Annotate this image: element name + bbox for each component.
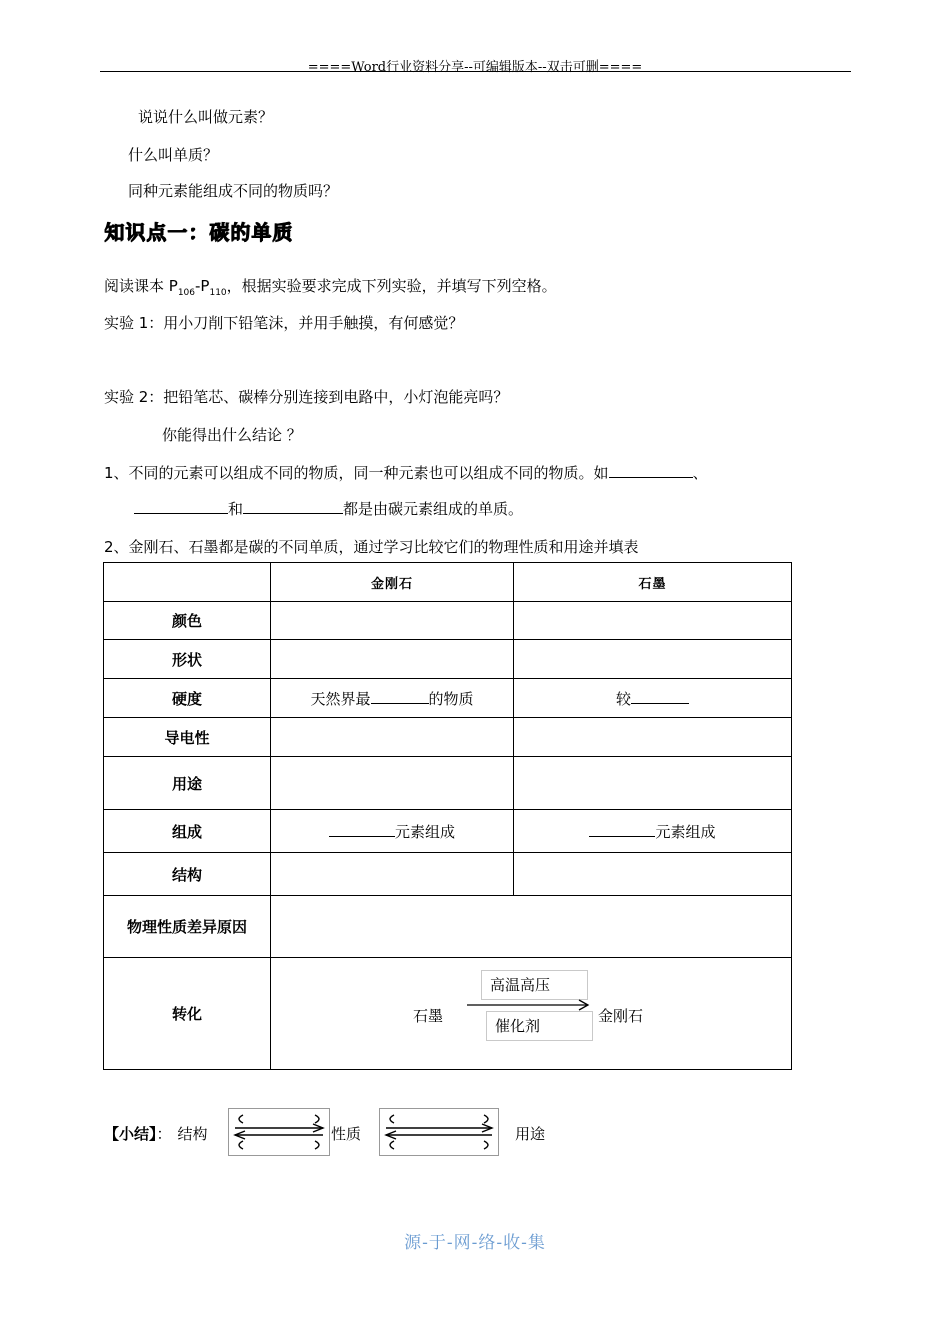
question-element: 说说什么叫做元素？	[138, 108, 274, 126]
reading-instruction	[104, 275, 557, 298]
summary-structure: 结构	[177, 1125, 208, 1143]
row-header-hardness: 硬度	[104, 679, 271, 718]
conversion-from: 石墨	[413, 1007, 444, 1025]
cell-graphite-color[interactable]	[514, 602, 792, 640]
conclusion-question: 你能得出什么结论 ？	[162, 426, 302, 444]
row-header-use: 用途	[104, 757, 271, 810]
summary-property: 性质	[331, 1125, 362, 1143]
blank-1[interactable]	[609, 463, 693, 478]
cell-diamond-shape[interactable]	[271, 640, 514, 679]
experiment-2: 实验 2：把铅笔芯、碳棒分别连接到电路中，小灯泡能亮吗？	[104, 388, 509, 406]
question-same-element: 同种元素能组成不同的物质吗？	[128, 182, 339, 200]
experiment-1: 实验 1：用小刀削下铅笔沫，并用手触摸，有何感觉？	[104, 314, 464, 332]
item-2: 2、金刚石、石墨都是碳的不同单质，通过学习比较它们的物理性质和用途并填表	[104, 538, 639, 556]
composition-diamond-blank[interactable]	[329, 823, 395, 837]
cell-diamond-structure[interactable]	[271, 853, 514, 896]
double-arrow-icon	[380, 1109, 498, 1155]
composition-diamond-suffix: 元素组成	[394, 822, 455, 841]
summary-label-line	[104, 1123, 208, 1144]
row-header-conductivity: 导电性	[104, 718, 271, 757]
section-title: 知识点一：碳的单质	[104, 220, 293, 244]
hardness-diamond-pre: 天然界最	[310, 689, 371, 708]
condition-bottom-box	[486, 1011, 593, 1041]
col-header-diamond: 金刚石	[271, 563, 514, 602]
cell-diamond-color[interactable]	[271, 602, 514, 640]
hardness-diamond-blank[interactable]	[371, 690, 429, 704]
page-start: 106	[177, 288, 196, 298]
cell-graphite-conductivity[interactable]	[514, 718, 792, 757]
cell-graphite-composition[interactable]	[514, 810, 792, 853]
cell-diamond-hardness[interactable]	[271, 679, 514, 718]
comparison-table	[103, 562, 792, 1070]
reading-prefix: 阅读课本 P	[104, 277, 178, 295]
condition-top: 高温高压	[490, 976, 551, 994]
table-row	[104, 640, 792, 679]
table-header-row	[104, 563, 792, 602]
blank-2[interactable]	[134, 499, 228, 514]
table-row	[104, 718, 792, 757]
table-row	[104, 757, 792, 810]
conversion-arrow-icon	[467, 999, 597, 1011]
condition-bottom: 催化剂	[495, 1017, 541, 1035]
composition-graphite-blank[interactable]	[589, 823, 655, 837]
summary-label: 【小结】	[104, 1125, 157, 1143]
reading-dash: -P	[195, 277, 210, 295]
double-arrow-box-2	[379, 1108, 499, 1156]
page-header: ====Word行业资料分享--可编辑版本--双击可删====	[307, 60, 643, 75]
page-footer: 源-于-网-络-收-集	[404, 1233, 546, 1253]
cell-graphite-shape[interactable]	[514, 640, 792, 679]
table-row	[104, 810, 792, 853]
hardness-diamond-post: 的物质	[428, 689, 474, 708]
item-1-text: 1、不同的元素可以组成不同的物质，同一种元素也可以组成不同的物质。如	[104, 464, 609, 482]
cell-diamond-conductivity[interactable]	[271, 718, 514, 757]
page-end: 110	[209, 288, 227, 298]
row-header-composition: 组成	[104, 810, 271, 853]
cell-diamond-composition[interactable]	[271, 810, 514, 853]
summary-use: 用途	[515, 1125, 546, 1143]
blank-3[interactable]	[243, 499, 343, 514]
reading-suffix: ，根据实验要求完成下列实验，并填写下列空格。	[226, 277, 557, 295]
conversion-to: 金刚石	[598, 1007, 644, 1025]
cell-graphite-hardness[interactable]	[514, 679, 792, 718]
table-corner-cell	[104, 563, 271, 602]
hardness-graphite-pre: 较	[615, 689, 631, 708]
double-arrow-box-1	[228, 1108, 330, 1156]
table-row	[104, 958, 792, 1070]
row-header-conversion: 转化	[104, 958, 271, 1070]
composition-graphite-suffix: 元素组成	[655, 822, 716, 841]
row-header-difference: 物理性质差异原因	[104, 896, 271, 958]
table-row	[104, 602, 792, 640]
table-row	[104, 679, 792, 718]
hardness-graphite-blank[interactable]	[631, 690, 689, 704]
row-header-color: 颜色	[104, 602, 271, 640]
cell-difference[interactable]	[271, 896, 792, 958]
table-row	[104, 853, 792, 896]
item-1-line-1	[104, 462, 708, 483]
table-row	[104, 896, 792, 958]
item-1-and: 和	[228, 500, 244, 518]
cell-graphite-use[interactable]	[514, 757, 792, 810]
item-1-line-2	[134, 498, 523, 519]
row-header-structure: 结构	[104, 853, 271, 896]
condition-top-box	[481, 970, 588, 1000]
header-divider	[100, 71, 851, 72]
item-1-separator: 、	[692, 464, 708, 482]
double-arrow-icon	[229, 1109, 329, 1155]
item-1-tail: 都是由碳元素组成的单质。	[343, 500, 524, 518]
cell-graphite-structure[interactable]	[514, 853, 792, 896]
cell-diamond-use[interactable]	[271, 757, 514, 810]
col-header-graphite: 石墨	[514, 563, 792, 602]
summary-colon: ：	[156, 1125, 172, 1143]
row-header-shape: 形状	[104, 640, 271, 679]
question-simple-substance: 什么叫单质？	[128, 146, 219, 164]
